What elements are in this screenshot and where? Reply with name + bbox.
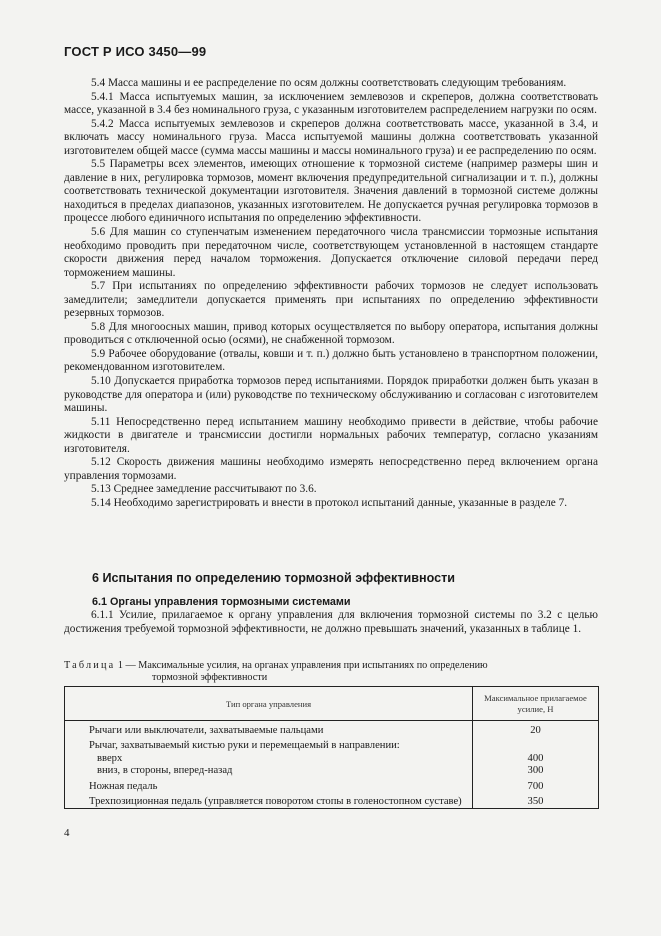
row-force-value: 350 — [473, 793, 599, 809]
paragraph-5-6: 5.6 Для машин со ступенчатым изменением передаточного числа трансмиссии тормозные испытания необходимо проводить при передаточном числе, соответствующем установленной в настоящем стандарте скорости движения перед началом торможения. Допускается отключение силовой передачи перед торможением машины. — [64, 226, 598, 279]
header-max-force: Максимальное прилагаемое усилие, Н — [473, 687, 599, 721]
paragraph-5-14: 5.14 Необходимо зарегистрировать и внести в протокол испытаний данные, указанные в разделе 7. — [91, 496, 568, 509]
paragraph-5-4-1: 5.4.1 Масса испытуемых машин, за исключением землевозов и скреперов, должна соответствовать массе, указанной в 3.4 без номинального груза, с указанным изготовителем распределением нагрузки по осям. — [64, 90, 598, 117]
header-control-type: Тип органа управления — [65, 687, 473, 721]
paragraph-5-4: 5.4 Масса машины и ее распределение по осям должны соответствовать следующим требованиям. — [91, 77, 567, 89]
table-row — [65, 793, 599, 809]
row-control-name: Ножная педаль — [65, 778, 473, 793]
row-control-name: Трехпозиционная педаль (управляется поворотом стопы в голеностопном суставе) — [65, 793, 473, 809]
table-caption-dash: — — [125, 660, 136, 671]
paragraph-5-10: 5.10 Допускается приработка тормозов перед испытаниями. Порядок приработки должен быть указан в руководстве для оператора и (или) руководстве по техническому обслуживанию и согласован с изготовителем машины. — [64, 375, 598, 415]
subsection-6-1-text — [64, 609, 598, 636]
paragraph-5-5: 5.5 Параметры всех элементов, имеющих отношение к тормозной системе (например размеры шин и давление в них, регулировка тормозов, момент включения предупредительной сигнализации и т. п.), должны соответствовать технической документации изготовителя. Значения давлений в тормозной системе должны находиться в пределах диапазонов, указанных изготовителем. Не допускается ручная регулировка тормозов в процессе любого единичного испытания по определению эффективности. — [64, 158, 598, 225]
paragraph-5-8: 5.8 Для многоосных машин, привод которых осуществляется по выбору оператора, испытания должны проводиться с отключенной осью (осями), не снабженной тормозом. — [64, 320, 598, 347]
row-control-name: вниз, в стороны, вперед-назад — [97, 765, 233, 777]
row-control-name: вверх — [97, 752, 123, 764]
paragraph-6-1-1: 6.1.1 Усилие, прилагаемое к органу управления для включения тормозной системы по 3.2 с целью достижения требуемой тормозной эффективности, не должно превышать значений, указанных в таблице 1. — [64, 609, 598, 635]
table-row — [65, 721, 599, 738]
table-row — [65, 778, 599, 793]
paragraph-5-9: 5.9 Рабочее оборудование (отвалы, ковши и т. п.) должно быть установлено в транспортном положении, рекомендованном изготовителем. — [64, 347, 598, 374]
paragraph-5-7: 5.7 При испытаниях по определению эффективности рабочих тормозов не следует использовать замедлители; замедлители допускается применять при испытаниях по определению эффективности резервных тормозов. — [64, 280, 598, 320]
row-force-value: 700 — [473, 778, 599, 793]
clause-5-text — [64, 77, 598, 511]
paragraph-5-4-2: 5.4.2 Масса испытуемых землевозов и скреперов должна соответствовать массе, указанной в 3.4, и включать массу номинального груза. Масса испытуемой машины должна соответствовать указанной изготовителем общей массе (сумма массы машины и массы номинального груза) и ее распределению по осям. — [64, 117, 598, 157]
paragraph-5-13: 5.13 Среднее замедление рассчитывают по 3.6. — [91, 483, 317, 496]
table-caption-number: 1 — [117, 660, 123, 671]
paragraph-5-11: 5.11 Непосредственно перед испытанием машину необходимо привести в действие, чтобы рабочие жидкости в двигателе и трансмиссии достигли нормальных рабочих температур, согласно указаниям изготовителя. — [64, 415, 598, 455]
row-force-value: 400 — [473, 753, 599, 765]
table-caption-text-cont: тормозной эффективности — [152, 671, 268, 683]
table-header-row — [65, 687, 599, 721]
row-force-value — [473, 737, 599, 752]
section-6-title: 6 Испытания по определению тормозной эффективности — [92, 571, 456, 585]
table-caption-text: Максимальные усилия, на органах управления при испытаниях по определению — [138, 660, 488, 671]
table-row — [65, 753, 599, 765]
page-number: 4 — [64, 827, 70, 839]
table-caption-label: Таблица — [64, 660, 116, 671]
row-control-name: Рычаги или выключатели, захватываемые пальцами — [65, 721, 473, 738]
table-caption — [64, 660, 598, 683]
row-force-value: 20 — [473, 721, 599, 738]
paragraph-5-12: 5.12 Скорость движения машины необходимо измерять непосредственно перед включением органа управления тормозами. — [64, 456, 598, 482]
brake-force-table — [64, 686, 599, 809]
document-header: ГОСТ Р ИСО 3450—99 — [64, 44, 207, 59]
table-row — [65, 737, 599, 752]
row-force-value: 300 — [473, 765, 599, 777]
subsection-6-1-title: 6.1 Органы управления тормозными системами — [92, 596, 351, 608]
table-row — [65, 765, 599, 777]
row-control-name: Рычаг, захватываемый кистью руки и перемещаемый в направлении: — [65, 737, 473, 752]
